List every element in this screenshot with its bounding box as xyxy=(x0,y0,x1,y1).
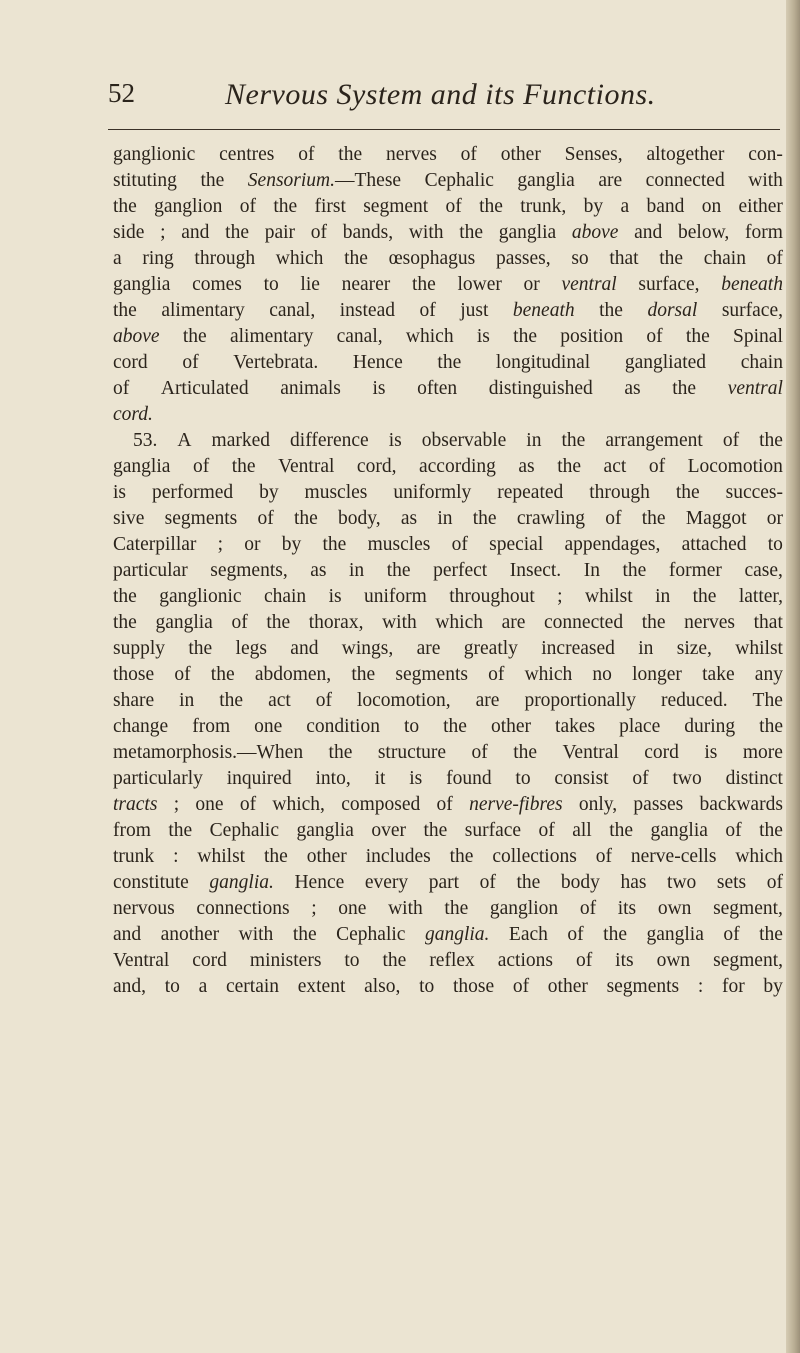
text-line: a ring through which the œsophagus passes, so that the chain of xyxy=(113,248,783,269)
text-line: Ventral cord ministers to the reflex actions of its own segment, xyxy=(113,950,783,971)
text-line: and another with the Cephalic ganglia. Each of the ganglia of the xyxy=(113,924,783,945)
text-line: supply the legs and wings, are greatly increased in size, whilst xyxy=(113,638,783,659)
running-title: Nervous System and its Functions. xyxy=(225,78,656,111)
text-line: those of the abdomen, the segments of which no longer take any xyxy=(113,664,783,685)
text-line: metamorphosis.—When the structure of the Ventral cord is more xyxy=(113,742,783,763)
text-line: ganglia comes to lie nearer the lower or ventral surface, beneath xyxy=(113,274,783,295)
text-line: sive segments of the body, as in the crawling of the Maggot or xyxy=(113,508,783,529)
text-line: ganglionic centres of the nerves of other Senses, altogether con- xyxy=(113,144,783,165)
text-line: above the alimentary canal, which is the position of the Spinal xyxy=(113,326,783,347)
text-line: nervous connections ; one with the ganglion of its own segment, xyxy=(113,898,783,919)
text-line: stituting the Sensorium.—These Cephalic ganglia are connected with xyxy=(113,170,783,191)
text-line: cord of Vertebrata. Hence the longitudinal gangliated chain xyxy=(113,352,783,373)
text-line: particularly inquired into, it is found to consist of two distinct xyxy=(113,768,783,789)
text-line: change from one condition to the other takes place during the xyxy=(113,716,783,737)
header-rule xyxy=(108,129,780,130)
text-line: particular segments, as in the perfect Insect. In the former case, xyxy=(113,560,783,581)
text-line: Caterpillar ; or by the muscles of special appendages, attached to xyxy=(113,534,783,555)
text-line: trunk : whilst the other includes the collections of nerve-cells which xyxy=(113,846,783,867)
text-line: the ganglia of the thorax, with which are connected the nerves that xyxy=(113,612,783,633)
text-line: side ; and the pair of bands, with the ganglia above and below, form xyxy=(113,222,783,243)
text-line: ganglia of the Ventral cord, according as the act of Locomotion xyxy=(113,456,783,477)
text-line: cord. xyxy=(113,404,153,425)
page-edge xyxy=(786,0,800,1353)
text-line: is performed by muscles uniformly repeated through the succes- xyxy=(113,482,783,503)
text-line: the ganglion of the first segment of the trunk, by a band on either xyxy=(113,196,783,217)
text-line: from the Cephalic ganglia over the surface of all the ganglia of the xyxy=(113,820,783,841)
text-line: 53. A marked difference is observable in the arrangement of the xyxy=(133,430,783,451)
text-line: and, to a certain extent also, to those of other segments : for by xyxy=(113,976,783,997)
text-line: tracts ; one of which, composed of nerve-fibres only, passes backwards xyxy=(113,794,783,815)
text-line: the ganglionic chain is uniform throughout ; whilst in the latter, xyxy=(113,586,783,607)
page-number: 52 xyxy=(108,78,135,108)
text-line: of Articulated animals is often distinguished as the ventral xyxy=(113,378,783,399)
text-line: share in the act of locomotion, are proportionally reduced. The xyxy=(113,690,783,711)
page-header xyxy=(108,78,780,118)
text-line: the alimentary canal, instead of just beneath the dorsal surface, xyxy=(113,300,783,321)
body-text xyxy=(113,142,783,1000)
text-line: constitute ganglia. Hence every part of the body has two sets of xyxy=(113,872,783,893)
